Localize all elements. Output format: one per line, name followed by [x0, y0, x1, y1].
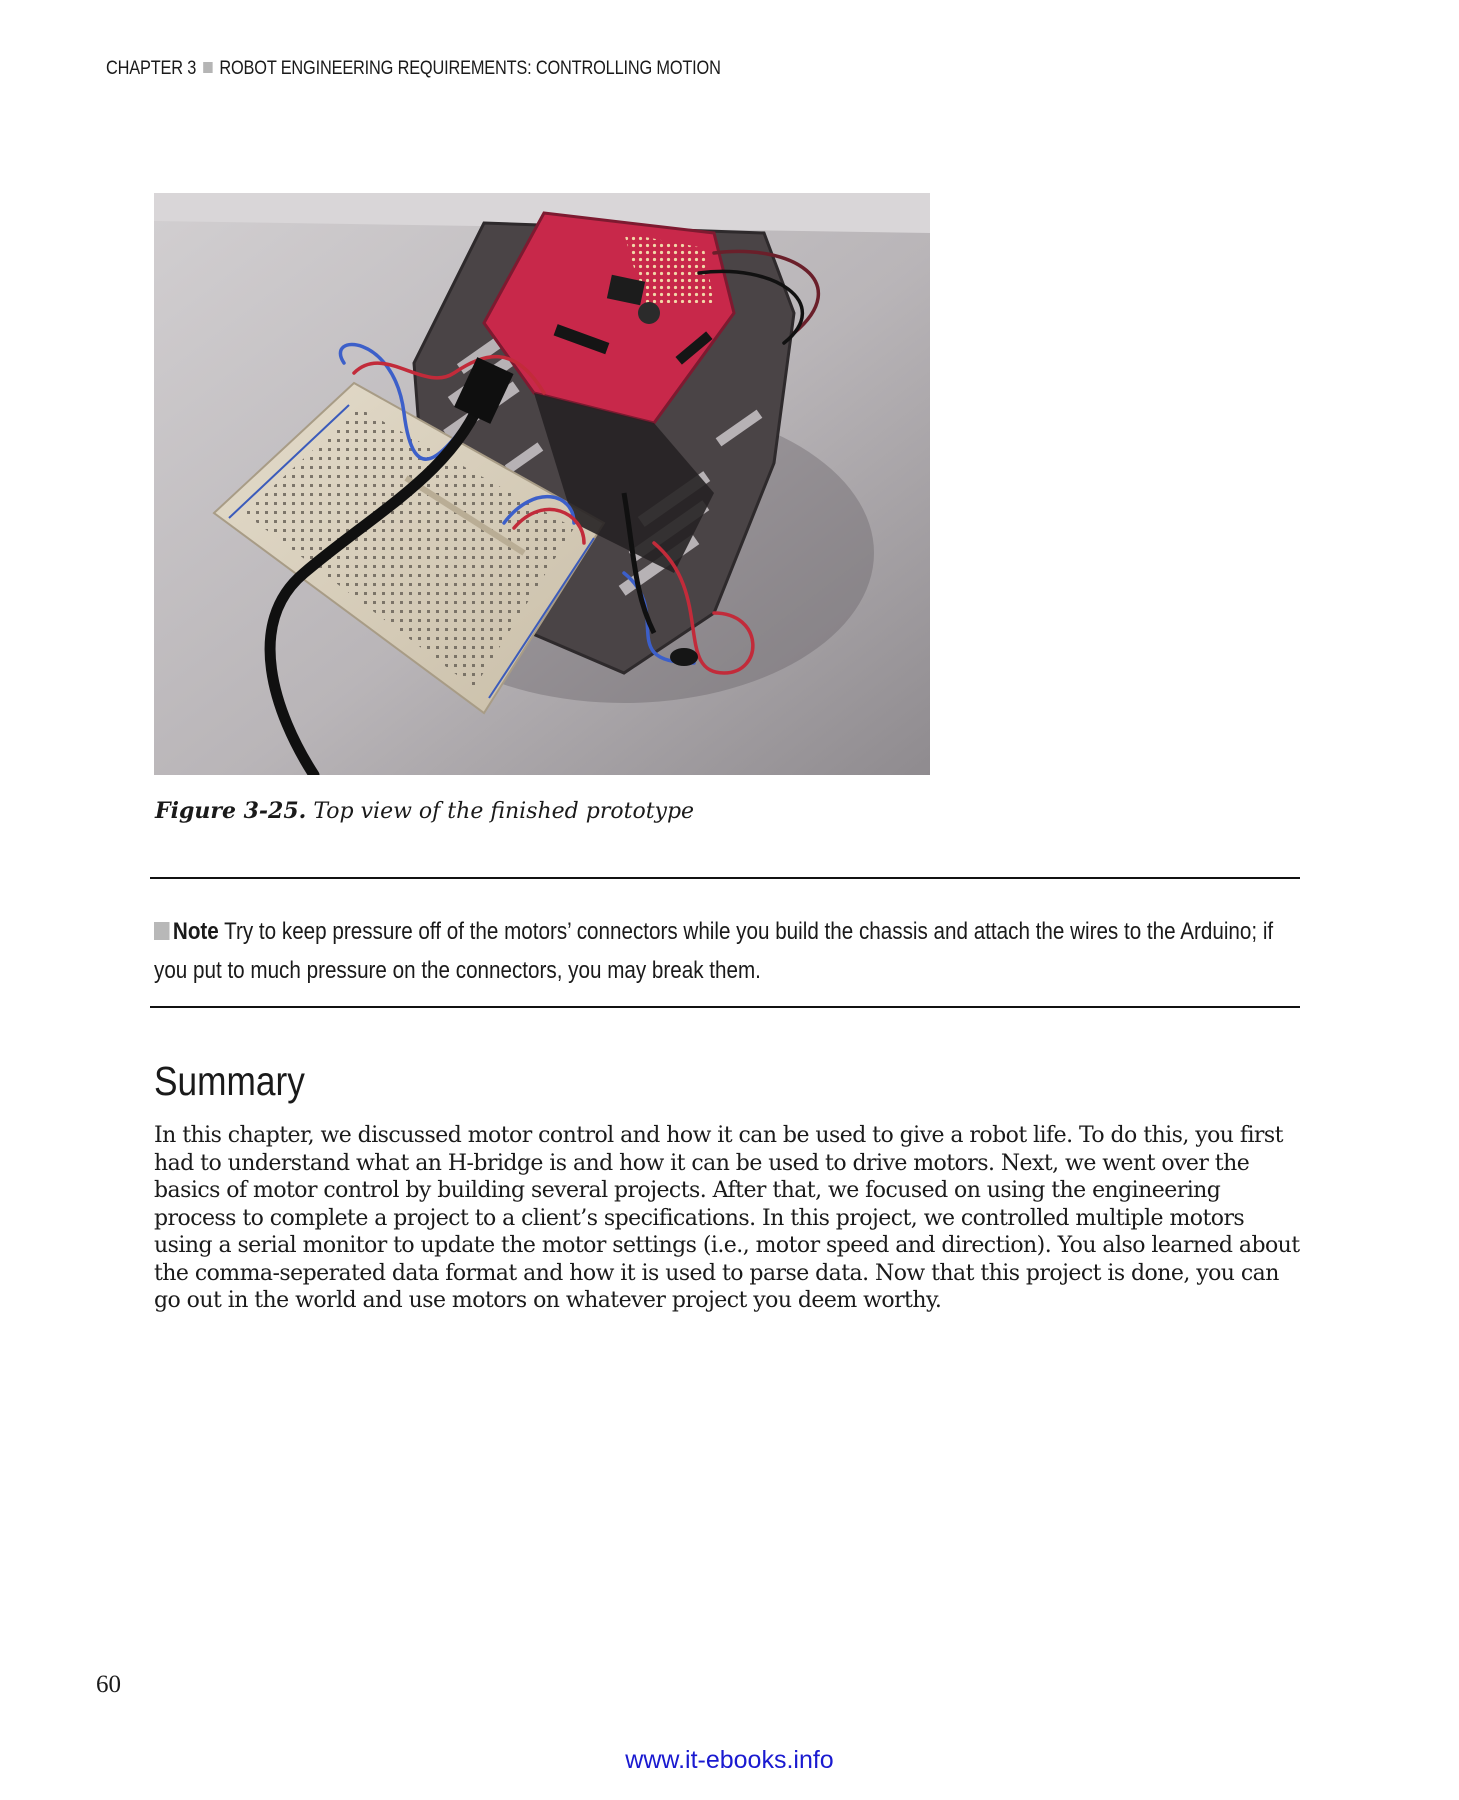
robot-prototype-illustration — [154, 193, 930, 775]
note-label: Note — [172, 918, 219, 945]
figure-label: Figure 3-25. — [155, 798, 307, 824]
running-head-title: ROBOT ENGINEERING REQUIREMENTS: CONTROLLING MOTION — [219, 58, 721, 79]
figure-photo-prototype — [154, 193, 930, 775]
figure-caption-text: Top view of the finished prototype — [313, 799, 695, 824]
note-text: Try to keep pressure off of the motors’ connectors while you build the chassis and attach the wires to the Arduino; if you put to much pressure on the connectors, you may break them. — [154, 918, 1274, 984]
note-bottom-rule — [150, 1006, 1300, 1008]
figure-caption — [155, 798, 694, 824]
summary-paragraph: In this chapter, we discussed motor control and how it can be used to give a robot life. To do this, you first had to understand what an H-bridge is and how it can be used to drive motors. Next, we went over the basics of motor control by building several projects. After that, we focused on using the engineering process to complete a project to a client’s specifications. In this project, we controlled multiple motors using a serial monitor to update the motor settings (i.e., motor speed and direction). You also learned about the comma-seperated data format and how it is used to parse data. Now that this project is done, you can go out in the world and use motors on whatever project you deem worthy. — [154, 1123, 1300, 1313]
square-separator-icon — [203, 62, 212, 73]
note-top-rule — [150, 877, 1300, 879]
summary-heading: Summary — [154, 1058, 305, 1104]
running-head-chapter: CHAPTER 3 — [106, 58, 197, 79]
page-number: 60 — [96, 1671, 121, 1698]
footer-link[interactable]: www.it-ebooks.info — [625, 1746, 834, 1774]
note-square-icon — [154, 922, 169, 940]
running-head — [106, 58, 721, 80]
note-box — [154, 912, 1289, 990]
